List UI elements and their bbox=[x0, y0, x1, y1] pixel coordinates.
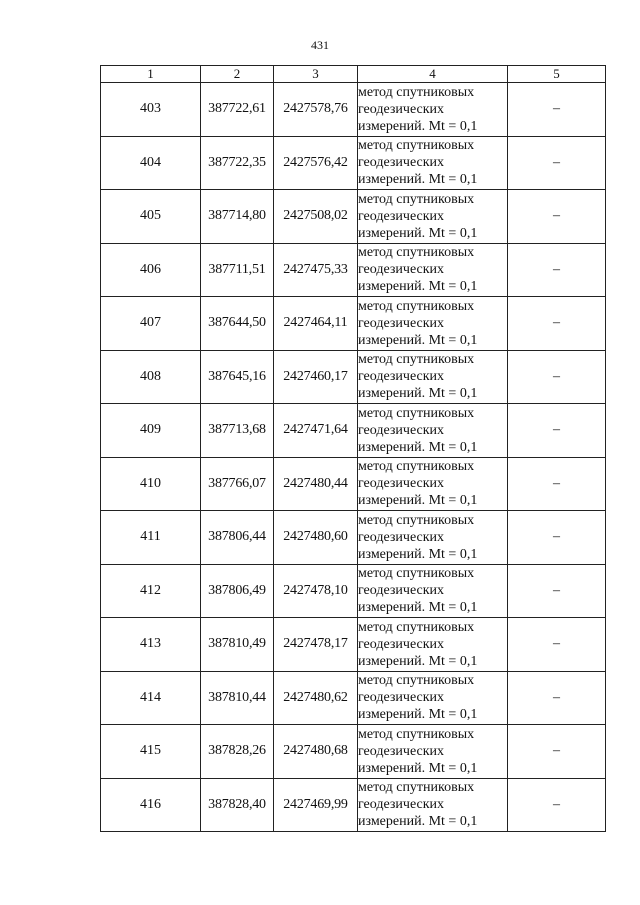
coordinate-y-cell: 2427478,17 bbox=[274, 618, 358, 672]
column-5-cell: – bbox=[508, 136, 606, 190]
method-line: измерений. Mt = 0,1 bbox=[358, 332, 478, 348]
method-line: геодезических bbox=[358, 422, 445, 438]
method-line: метод спутниковых bbox=[358, 352, 475, 368]
method-line: измерений. Mt = 0,1 bbox=[358, 172, 478, 188]
method-cell bbox=[358, 404, 508, 458]
point-number-cell: 413 bbox=[101, 618, 201, 672]
coordinate-x-cell: 387714,80 bbox=[201, 190, 274, 244]
table-row bbox=[101, 725, 606, 779]
method-line: геодезических bbox=[358, 262, 445, 278]
table-row bbox=[101, 83, 606, 137]
method-line: метод спутниковых bbox=[358, 726, 475, 742]
table-row bbox=[101, 136, 606, 190]
column-5-cell: – bbox=[508, 243, 606, 297]
column-5-cell: – bbox=[508, 350, 606, 404]
column-header-3: 3 bbox=[274, 66, 358, 83]
coordinate-x-cell: 387722,61 bbox=[201, 83, 274, 137]
table-row bbox=[101, 564, 606, 618]
method-line: геодезических bbox=[358, 208, 445, 224]
table-row bbox=[101, 618, 606, 672]
column-5-cell: – bbox=[508, 618, 606, 672]
method-line: метод спутниковых bbox=[358, 619, 475, 635]
point-number-cell: 407 bbox=[101, 297, 201, 351]
coordinate-y-cell: 2427480,60 bbox=[274, 511, 358, 565]
method-line: метод спутниковых bbox=[358, 512, 475, 528]
table-row bbox=[101, 671, 606, 725]
method-line: измерений. Mt = 0,1 bbox=[358, 493, 478, 509]
column-header-1: 1 bbox=[101, 66, 201, 83]
coordinate-y-cell: 2427480,68 bbox=[274, 725, 358, 779]
coordinate-y-cell: 2427460,17 bbox=[274, 350, 358, 404]
table-row bbox=[101, 457, 606, 511]
method-cell bbox=[358, 83, 508, 137]
method-line: измерений. Mt = 0,1 bbox=[358, 600, 478, 616]
column-header-5: 5 bbox=[508, 66, 606, 83]
point-number-cell: 416 bbox=[101, 778, 201, 832]
point-number-cell: 414 bbox=[101, 671, 201, 725]
table-body bbox=[101, 66, 606, 832]
point-number-cell: 409 bbox=[101, 404, 201, 458]
coordinate-y-cell: 2427480,62 bbox=[274, 671, 358, 725]
coordinate-x-cell: 387806,44 bbox=[201, 511, 274, 565]
coordinates-table bbox=[100, 65, 606, 832]
coordinate-y-cell: 2427480,44 bbox=[274, 457, 358, 511]
coordinate-y-cell: 2427508,02 bbox=[274, 190, 358, 244]
method-line: метод спутниковых bbox=[358, 405, 475, 421]
table-row bbox=[101, 297, 606, 351]
method-cell bbox=[358, 725, 508, 779]
method-line: геодезических bbox=[358, 476, 445, 492]
coordinate-y-cell: 2427464,11 bbox=[274, 297, 358, 351]
coordinate-y-cell: 2427576,42 bbox=[274, 136, 358, 190]
method-line: геодезических bbox=[358, 797, 445, 813]
coordinate-x-cell: 387810,44 bbox=[201, 671, 274, 725]
coordinate-x-cell: 387645,16 bbox=[201, 350, 274, 404]
column-header-4: 4 bbox=[358, 66, 508, 83]
method-cell bbox=[358, 243, 508, 297]
point-number-cell: 406 bbox=[101, 243, 201, 297]
coordinate-x-cell: 387828,40 bbox=[201, 778, 274, 832]
column-5-cell: – bbox=[508, 564, 606, 618]
method-cell bbox=[358, 297, 508, 351]
method-line: метод спутниковых bbox=[358, 245, 475, 261]
column-5-cell: – bbox=[508, 725, 606, 779]
column-5-cell: – bbox=[508, 83, 606, 137]
coordinate-x-cell: 387644,50 bbox=[201, 297, 274, 351]
method-line: измерений. Mt = 0,1 bbox=[358, 546, 478, 562]
coordinate-y-cell: 2427478,10 bbox=[274, 564, 358, 618]
method-line: метод спутниковых bbox=[358, 84, 475, 100]
method-cell bbox=[358, 511, 508, 565]
method-line: метод спутниковых bbox=[358, 298, 475, 314]
table-row bbox=[101, 243, 606, 297]
method-line: измерений. Mt = 0,1 bbox=[358, 760, 478, 776]
coordinate-y-cell: 2427475,33 bbox=[274, 243, 358, 297]
method-line: измерений. Mt = 0,1 bbox=[358, 279, 478, 295]
method-cell bbox=[358, 671, 508, 725]
table-row bbox=[101, 404, 606, 458]
method-cell bbox=[358, 564, 508, 618]
point-number-cell: 411 bbox=[101, 511, 201, 565]
coordinate-x-cell: 387828,26 bbox=[201, 725, 274, 779]
method-cell bbox=[358, 457, 508, 511]
table-row bbox=[101, 190, 606, 244]
method-cell bbox=[358, 778, 508, 832]
coordinate-x-cell: 387766,07 bbox=[201, 457, 274, 511]
table-header-row bbox=[101, 66, 606, 83]
point-number-cell: 415 bbox=[101, 725, 201, 779]
column-5-cell: – bbox=[508, 778, 606, 832]
table-row bbox=[101, 511, 606, 565]
method-line: геодезических bbox=[358, 369, 445, 385]
column-5-cell: – bbox=[508, 190, 606, 244]
page-number: 431 bbox=[311, 38, 329, 52]
column-header-2: 2 bbox=[201, 66, 274, 83]
method-line: геодезических bbox=[358, 690, 445, 706]
method-line: геодезических bbox=[358, 583, 445, 599]
method-line: геодезических bbox=[358, 315, 445, 331]
point-number-cell: 412 bbox=[101, 564, 201, 618]
point-number-cell: 410 bbox=[101, 457, 201, 511]
method-line: геодезических bbox=[358, 155, 445, 171]
point-number-cell: 403 bbox=[101, 83, 201, 137]
method-line: метод спутниковых bbox=[358, 191, 475, 207]
table-row bbox=[101, 350, 606, 404]
coordinate-x-cell: 387806,49 bbox=[201, 564, 274, 618]
method-cell bbox=[358, 350, 508, 404]
method-line: геодезических bbox=[358, 101, 445, 117]
method-cell bbox=[358, 136, 508, 190]
method-line: измерений. Mt = 0,1 bbox=[358, 118, 478, 134]
method-line: геодезических bbox=[358, 529, 445, 545]
table-row bbox=[101, 778, 606, 832]
method-line: измерений. Mt = 0,1 bbox=[358, 439, 478, 455]
coordinate-x-cell: 387713,68 bbox=[201, 404, 274, 458]
column-5-cell: – bbox=[508, 511, 606, 565]
coordinate-x-cell: 387722,35 bbox=[201, 136, 274, 190]
coordinate-y-cell: 2427578,76 bbox=[274, 83, 358, 137]
method-line: геодезических bbox=[358, 636, 445, 652]
method-line: метод спутниковых bbox=[358, 673, 475, 689]
method-line: метод спутниковых bbox=[358, 459, 475, 475]
coordinate-y-cell: 2427469,99 bbox=[274, 778, 358, 832]
column-5-cell: – bbox=[508, 404, 606, 458]
method-line: метод спутниковых bbox=[358, 566, 475, 582]
column-5-cell: – bbox=[508, 297, 606, 351]
point-number-cell: 404 bbox=[101, 136, 201, 190]
coordinate-x-cell: 387711,51 bbox=[201, 243, 274, 297]
method-line: метод спутниковых bbox=[358, 138, 475, 154]
method-line: измерений. Mt = 0,1 bbox=[358, 225, 478, 241]
method-cell bbox=[358, 618, 508, 672]
method-cell bbox=[358, 190, 508, 244]
method-line: метод спутниковых bbox=[358, 780, 475, 796]
coordinate-y-cell: 2427471,64 bbox=[274, 404, 358, 458]
column-5-cell: – bbox=[508, 457, 606, 511]
point-number-cell: 408 bbox=[101, 350, 201, 404]
point-number-cell: 405 bbox=[101, 190, 201, 244]
column-5-cell: – bbox=[508, 671, 606, 725]
method-line: измерений. Mt = 0,1 bbox=[358, 707, 478, 723]
method-line: измерений. Mt = 0,1 bbox=[358, 814, 478, 830]
method-line: измерений. Mt = 0,1 bbox=[358, 386, 478, 402]
coordinate-x-cell: 387810,49 bbox=[201, 618, 274, 672]
method-line: измерений. Mt = 0,1 bbox=[358, 653, 478, 669]
method-line: геодезических bbox=[358, 743, 445, 759]
